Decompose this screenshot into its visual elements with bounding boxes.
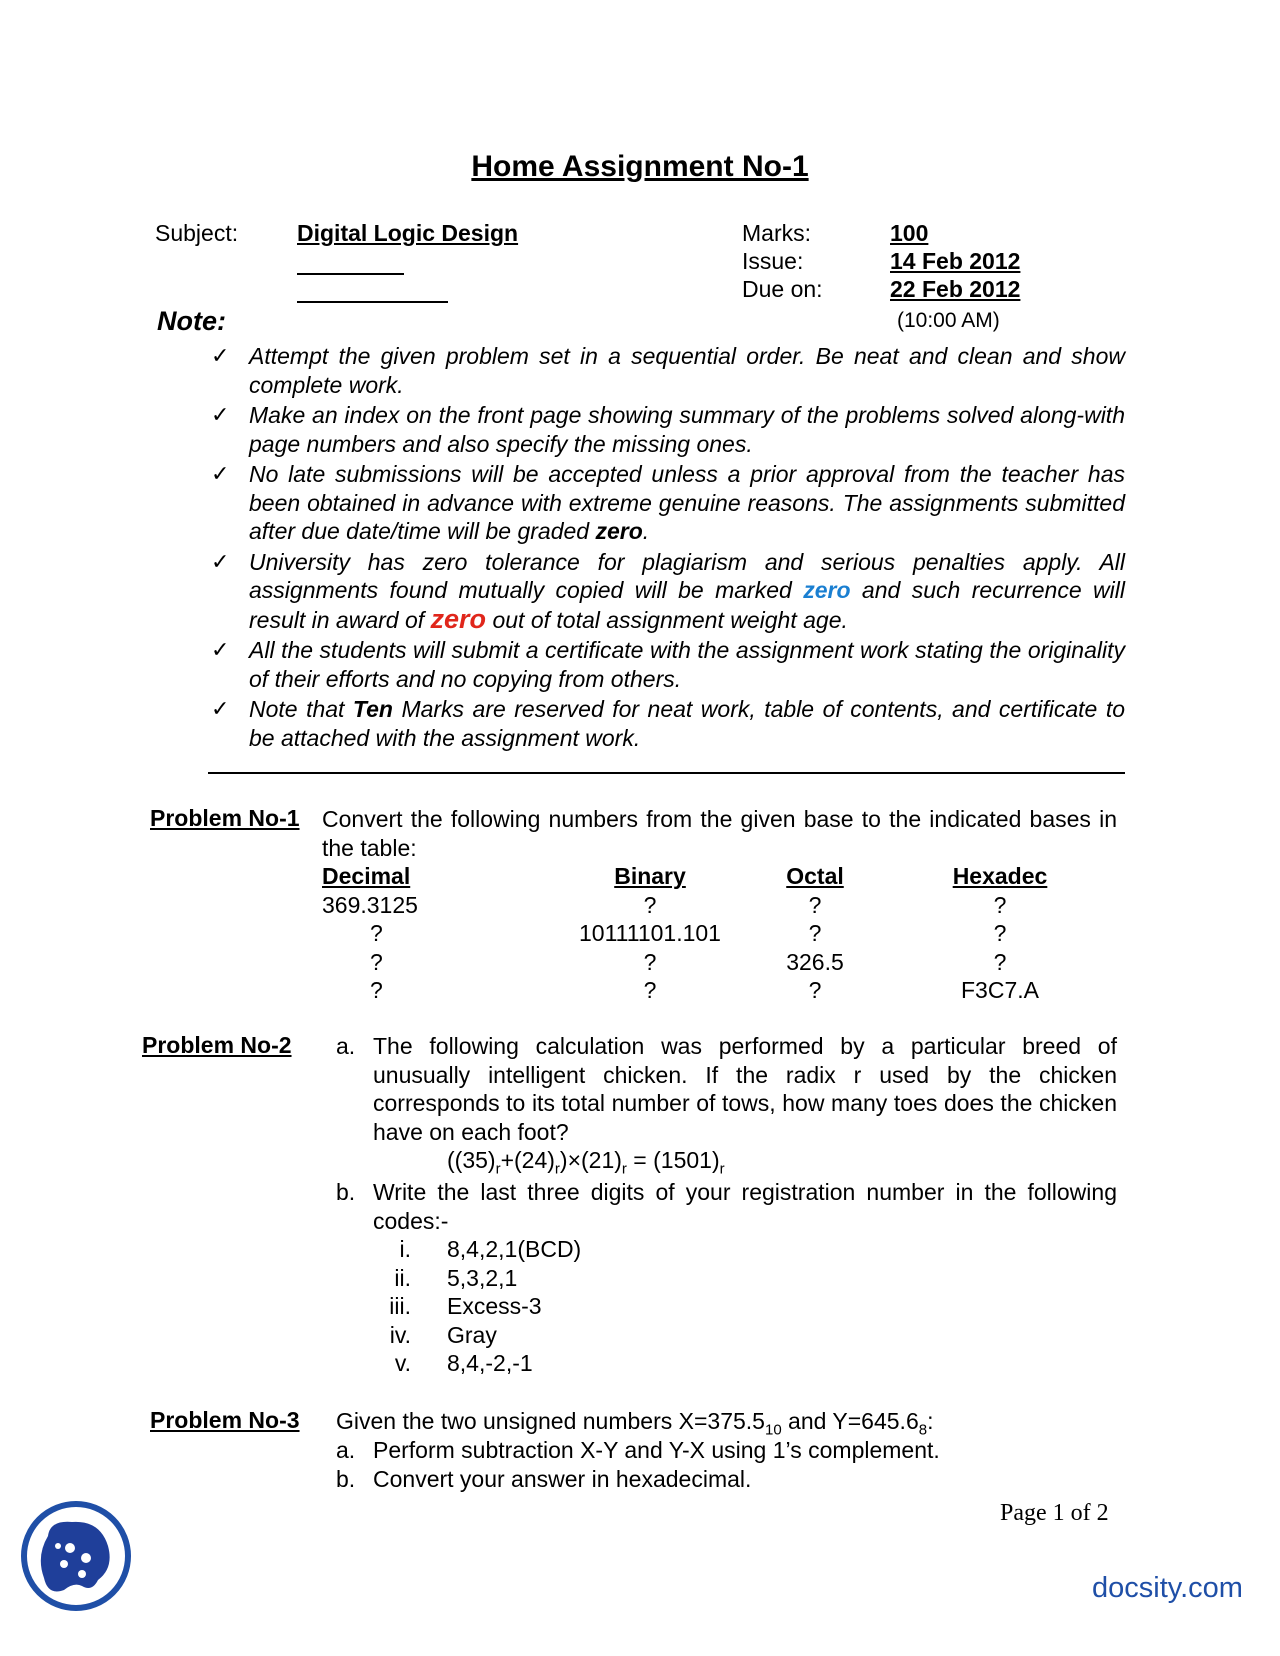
note-item: ✓ Attempt the given problem set in a sequential order. Be neat and clean and show complete work. xyxy=(211,343,1125,398)
docsity-watermark[interactable]: docsity.com xyxy=(1092,1572,1243,1604)
table-row xyxy=(322,891,1120,920)
due-label: Due on: xyxy=(742,276,823,302)
note-item: ✓ Make an index on the front page showing summary of the problems solved along-with page numbers and also specify the missing ones. xyxy=(211,402,1125,457)
blank-line-2 xyxy=(297,301,448,303)
table-cell: ? xyxy=(808,920,822,946)
table-cell: 326.5 xyxy=(786,948,844,975)
list-item: iii. Excess-3 xyxy=(389,1293,542,1319)
zero-blue: zero xyxy=(803,577,851,603)
problem-1-text: Convert the following numbers from the given base to the indicated bases in the table: xyxy=(322,806,1117,861)
table-cell: ? xyxy=(370,948,383,975)
marks-value: 100 xyxy=(890,220,929,246)
table-cell: 369.3125 xyxy=(322,891,418,918)
notes-list xyxy=(205,342,1125,754)
problem-2a-marker: a. xyxy=(336,1033,356,1059)
table-row xyxy=(322,976,1120,1005)
subject-label: Subject: xyxy=(155,220,239,246)
problem-2b-marker: b. xyxy=(336,1179,356,1205)
zero-bold: zero xyxy=(595,518,643,544)
list-item: v. 8,4,-2,-1 xyxy=(394,1350,533,1376)
checkmark-icon: ✓ xyxy=(211,402,230,427)
table-row xyxy=(322,919,1120,948)
note-item: ✓ All the students will submit a certificate with the assignment work stating the originality of their efforts and no copying from others. xyxy=(211,637,1125,692)
table-cell: ? xyxy=(370,920,383,946)
problem-3b-text: Convert your answer in hexadecimal. xyxy=(373,1466,752,1492)
problem-2a-text: The following calculation was performed by a particular breed of unusually intelligent chicken. If the radix r used by the chicken corresponds to its total number of tows, how many toes does the chicken have on each foot? xyxy=(373,1033,1117,1145)
problem-3a-text: Perform subtraction X-Y and Y-X using 1’s complement. xyxy=(373,1437,940,1463)
header-decimal: Decimal xyxy=(322,863,411,889)
issue-label: Issue: xyxy=(742,248,804,274)
equation: $((35)_r+(24)_r)\times(21)_r = (1501)_r$ xyxy=(447,1147,725,1178)
checkmark-icon: ✓ xyxy=(211,548,230,574)
checkmark-icon: ✓ xyxy=(211,637,230,662)
problem-3-intro: Given the two unsigned numbers $X=375.5_{10}$ and $Y=645.6_8$: xyxy=(336,1408,934,1439)
table-cell: ? xyxy=(643,977,657,1003)
page-title: Home Assignment No-1 xyxy=(471,150,809,183)
table-cell: ? xyxy=(808,977,822,1003)
divider xyxy=(208,772,1125,774)
marks-label: Marks: xyxy=(742,220,811,246)
problem-3b-marker: b. xyxy=(336,1466,356,1492)
table-cell: ? xyxy=(370,977,383,1003)
header-binary: Binary xyxy=(614,863,686,889)
table-cell: ? xyxy=(993,920,1007,946)
note-item: ✓ Note that Ten Marks are reserved for neat work, table of contents, and certificate to be attached with the assignment work. xyxy=(211,696,1126,751)
due-time: (10:00 AM) xyxy=(897,309,1000,332)
page-number: Page 1 of 2 xyxy=(1000,1500,1109,1526)
problem-3-label: Problem No-3 xyxy=(150,1407,300,1433)
list-item: iv. Gray xyxy=(389,1321,497,1348)
problem-2-label: Problem No-2 xyxy=(142,1032,292,1058)
table-cell: ? xyxy=(643,891,657,918)
checkmark-icon: ✓ xyxy=(211,461,230,486)
header-octal: Octal xyxy=(786,863,844,889)
problem-3a-marker: a. xyxy=(336,1437,356,1463)
conversion-table xyxy=(322,862,1120,1005)
table-cell: ? xyxy=(993,891,1007,918)
table-cell: ? xyxy=(993,948,1007,975)
table-header-row xyxy=(322,862,1120,891)
ten-bold: Ten xyxy=(352,696,393,722)
table-row xyxy=(322,948,1120,977)
checkmark-icon: ✓ xyxy=(211,696,230,721)
note-item: ✓ University has zero tolerance for plagiarism and serious penalties apply. All assignments found mutually copied will be marked zero and such recurrence will result in award of zero out of total assignment weight age. xyxy=(211,548,1125,634)
list-item: i. 8,4,2,1(BCD) xyxy=(399,1236,582,1262)
list-item: ii. 5,3,2,1 xyxy=(394,1264,518,1291)
table-cell: ? xyxy=(643,948,657,975)
problem-2b-text: Write the last three digits of your registration number in the following codes:- xyxy=(373,1179,1117,1234)
table-cell: 10111101.101 xyxy=(579,920,721,946)
checkmark-icon: ✓ xyxy=(211,343,230,368)
due-value: 22 Feb 2012 xyxy=(890,276,1021,302)
problem-1-label: Problem No-1 xyxy=(150,805,300,831)
table-cell: F3C7.A xyxy=(961,977,1039,1003)
header-hexadec: Hexadec xyxy=(952,863,1048,889)
subject-value: Digital Logic Design xyxy=(297,220,519,246)
table-cell: ? xyxy=(808,891,822,918)
note-label: Note: xyxy=(157,306,226,336)
codes-list xyxy=(373,1235,581,1378)
zero-red: zero xyxy=(430,603,487,634)
note-item: ✓ No late submissions will be accepted unless a prior approval from the teacher has been obtained in advance with extreme genuine reasons. The assignments submitted after due date/time will be graded zero. xyxy=(211,461,1125,544)
blank-line-1 xyxy=(297,273,404,275)
docsity-logo-icon xyxy=(20,1500,132,1612)
issue-value: 14 Feb 2012 xyxy=(890,248,1021,274)
